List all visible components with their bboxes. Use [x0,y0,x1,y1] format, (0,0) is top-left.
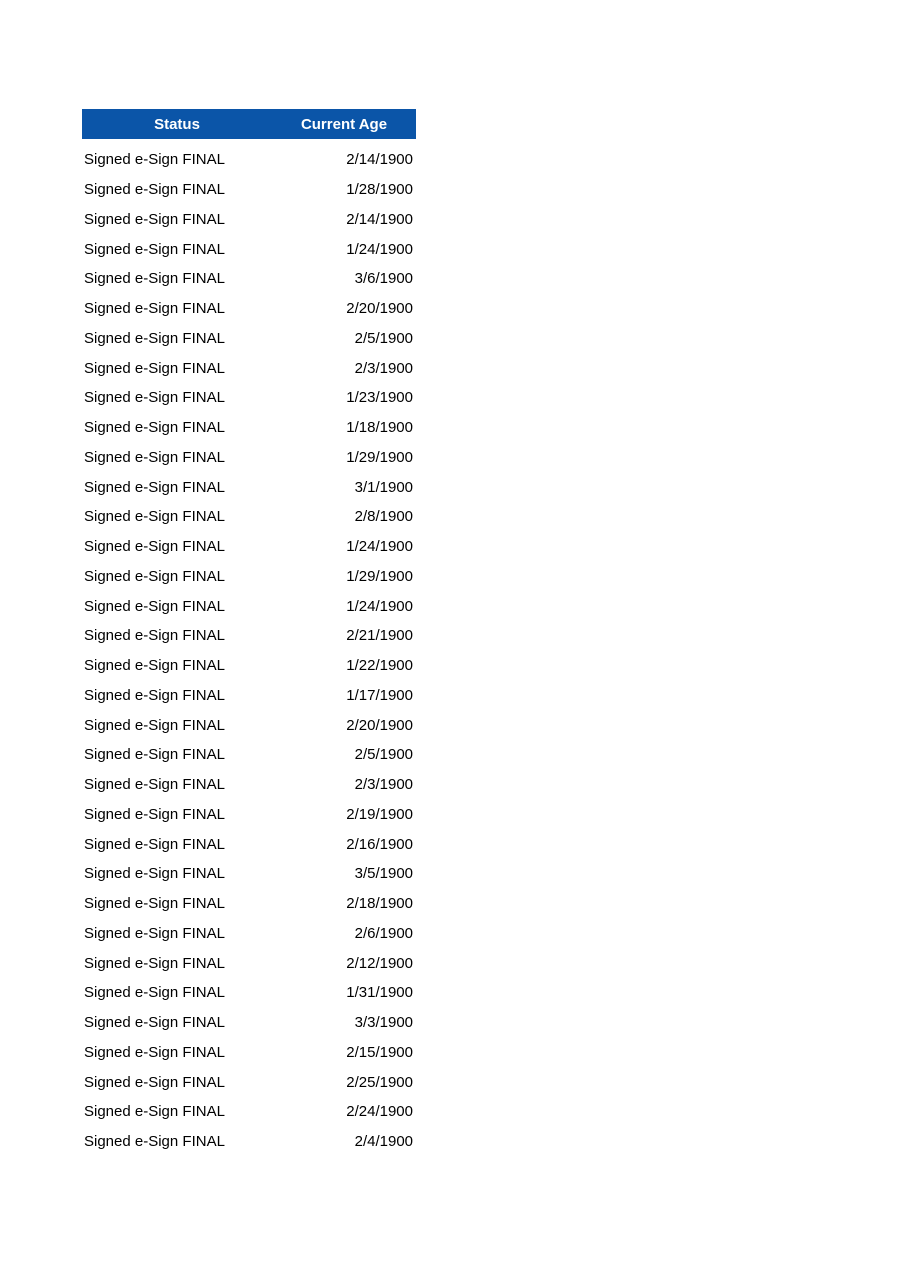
table-row [82,353,416,383]
table-row [82,889,416,919]
column-header-current-age: Current Age [300,115,388,133]
current-age-cell: 2/21/1900 [346,627,413,645]
table-row [82,800,416,830]
status-cell: Signed e-Sign FINAL [84,1014,225,1032]
table-row [82,145,416,175]
table-row [82,532,416,562]
table-row [82,1008,416,1038]
current-age-cell: 1/23/1900 [346,389,413,407]
table-row [82,502,416,532]
status-cell: Signed e-Sign FINAL [84,419,225,437]
table-row [82,681,416,711]
status-cell: Signed e-Sign FINAL [84,1133,225,1151]
status-cell: Signed e-Sign FINAL [84,389,225,407]
table-row [82,1097,416,1127]
status-cell: Signed e-Sign FINAL [84,508,225,526]
status-cell: Signed e-Sign FINAL [84,805,225,823]
column-header-status: Status [154,115,200,133]
status-cell: Signed e-Sign FINAL [84,181,225,199]
current-age-cell: 2/3/1900 [354,776,413,794]
current-age-cell: 2/3/1900 [354,359,413,377]
table-row [82,443,416,473]
status-cell: Signed e-Sign FINAL [84,478,225,496]
status-cell: Signed e-Sign FINAL [84,984,225,1002]
current-age-cell: 1/29/1900 [346,567,413,585]
current-age-cell: 2/8/1900 [354,508,413,526]
status-cell: Signed e-Sign FINAL [84,924,225,942]
status-cell: Signed e-Sign FINAL [84,300,225,318]
status-cell: Signed e-Sign FINAL [84,686,225,704]
current-age-cell: 1/24/1900 [346,597,413,615]
table-row [82,205,416,235]
status-age-table [82,109,416,1157]
current-age-cell: 2/14/1900 [346,151,413,169]
table-row [82,591,416,621]
table-row [82,948,416,978]
current-age-cell: 1/28/1900 [346,181,413,199]
status-cell: Signed e-Sign FINAL [84,538,225,556]
status-cell: Signed e-Sign FINAL [84,716,225,734]
current-age-cell: 3/6/1900 [354,270,413,288]
status-cell: Signed e-Sign FINAL [84,954,225,972]
status-cell: Signed e-Sign FINAL [84,329,225,347]
current-age-cell: 2/18/1900 [346,895,413,913]
status-cell: Signed e-Sign FINAL [84,448,225,466]
current-age-cell: 1/31/1900 [346,984,413,1002]
current-age-cell: 2/6/1900 [354,924,413,942]
table-row [82,294,416,324]
status-cell: Signed e-Sign FINAL [84,151,225,169]
status-cell: Signed e-Sign FINAL [84,567,225,585]
table-row [82,324,416,354]
current-age-cell: 2/25/1900 [346,1073,413,1091]
table-row [82,1038,416,1068]
status-cell: Signed e-Sign FINAL [84,1103,225,1121]
status-cell: Signed e-Sign FINAL [84,776,225,794]
current-age-cell: 1/18/1900 [346,419,413,437]
table-row [82,1127,416,1157]
status-cell: Signed e-Sign FINAL [84,240,225,258]
current-age-cell: 1/22/1900 [346,657,413,675]
table-row [82,472,416,502]
table-row [82,175,416,205]
status-cell: Signed e-Sign FINAL [84,210,225,228]
current-age-cell: 2/19/1900 [346,805,413,823]
table-row [82,234,416,264]
table-row [82,413,416,443]
table-row [82,264,416,294]
status-cell: Signed e-Sign FINAL [84,835,225,853]
status-cell: Signed e-Sign FINAL [84,657,225,675]
table-header [82,109,416,139]
current-age-cell: 2/16/1900 [346,835,413,853]
current-age-cell: 1/17/1900 [346,686,413,704]
status-cell: Signed e-Sign FINAL [84,359,225,377]
current-age-cell: 2/20/1900 [346,716,413,734]
table-row [82,770,416,800]
status-cell: Signed e-Sign FINAL [84,895,225,913]
status-cell: Signed e-Sign FINAL [84,627,225,645]
table-row [82,919,416,949]
status-cell: Signed e-Sign FINAL [84,597,225,615]
current-age-cell: 1/24/1900 [346,538,413,556]
table-row [82,1067,416,1097]
table-row [82,562,416,592]
current-age-cell: 2/12/1900 [346,954,413,972]
status-cell: Signed e-Sign FINAL [84,270,225,288]
status-cell: Signed e-Sign FINAL [84,1043,225,1061]
table-row [82,383,416,413]
table-row [82,859,416,889]
current-age-cell: 1/29/1900 [346,448,413,466]
table-body [82,145,416,1157]
current-age-cell: 2/15/1900 [346,1043,413,1061]
status-cell: Signed e-Sign FINAL [84,746,225,764]
table-row [82,710,416,740]
table-row [82,740,416,770]
current-age-cell: 2/5/1900 [354,746,413,764]
table-row [82,978,416,1008]
status-cell: Signed e-Sign FINAL [84,1073,225,1091]
current-age-cell: 2/5/1900 [354,329,413,347]
current-age-cell: 1/24/1900 [346,240,413,258]
current-age-cell: 2/20/1900 [346,300,413,318]
current-age-cell: 3/1/1900 [354,478,413,496]
current-age-cell: 3/5/1900 [354,865,413,883]
table-row [82,829,416,859]
table-row [82,621,416,651]
current-age-cell: 2/4/1900 [354,1133,413,1151]
status-cell: Signed e-Sign FINAL [84,865,225,883]
current-age-cell: 2/14/1900 [346,210,413,228]
current-age-cell: 2/24/1900 [346,1103,413,1121]
current-age-cell: 3/3/1900 [354,1014,413,1032]
table-row [82,651,416,681]
